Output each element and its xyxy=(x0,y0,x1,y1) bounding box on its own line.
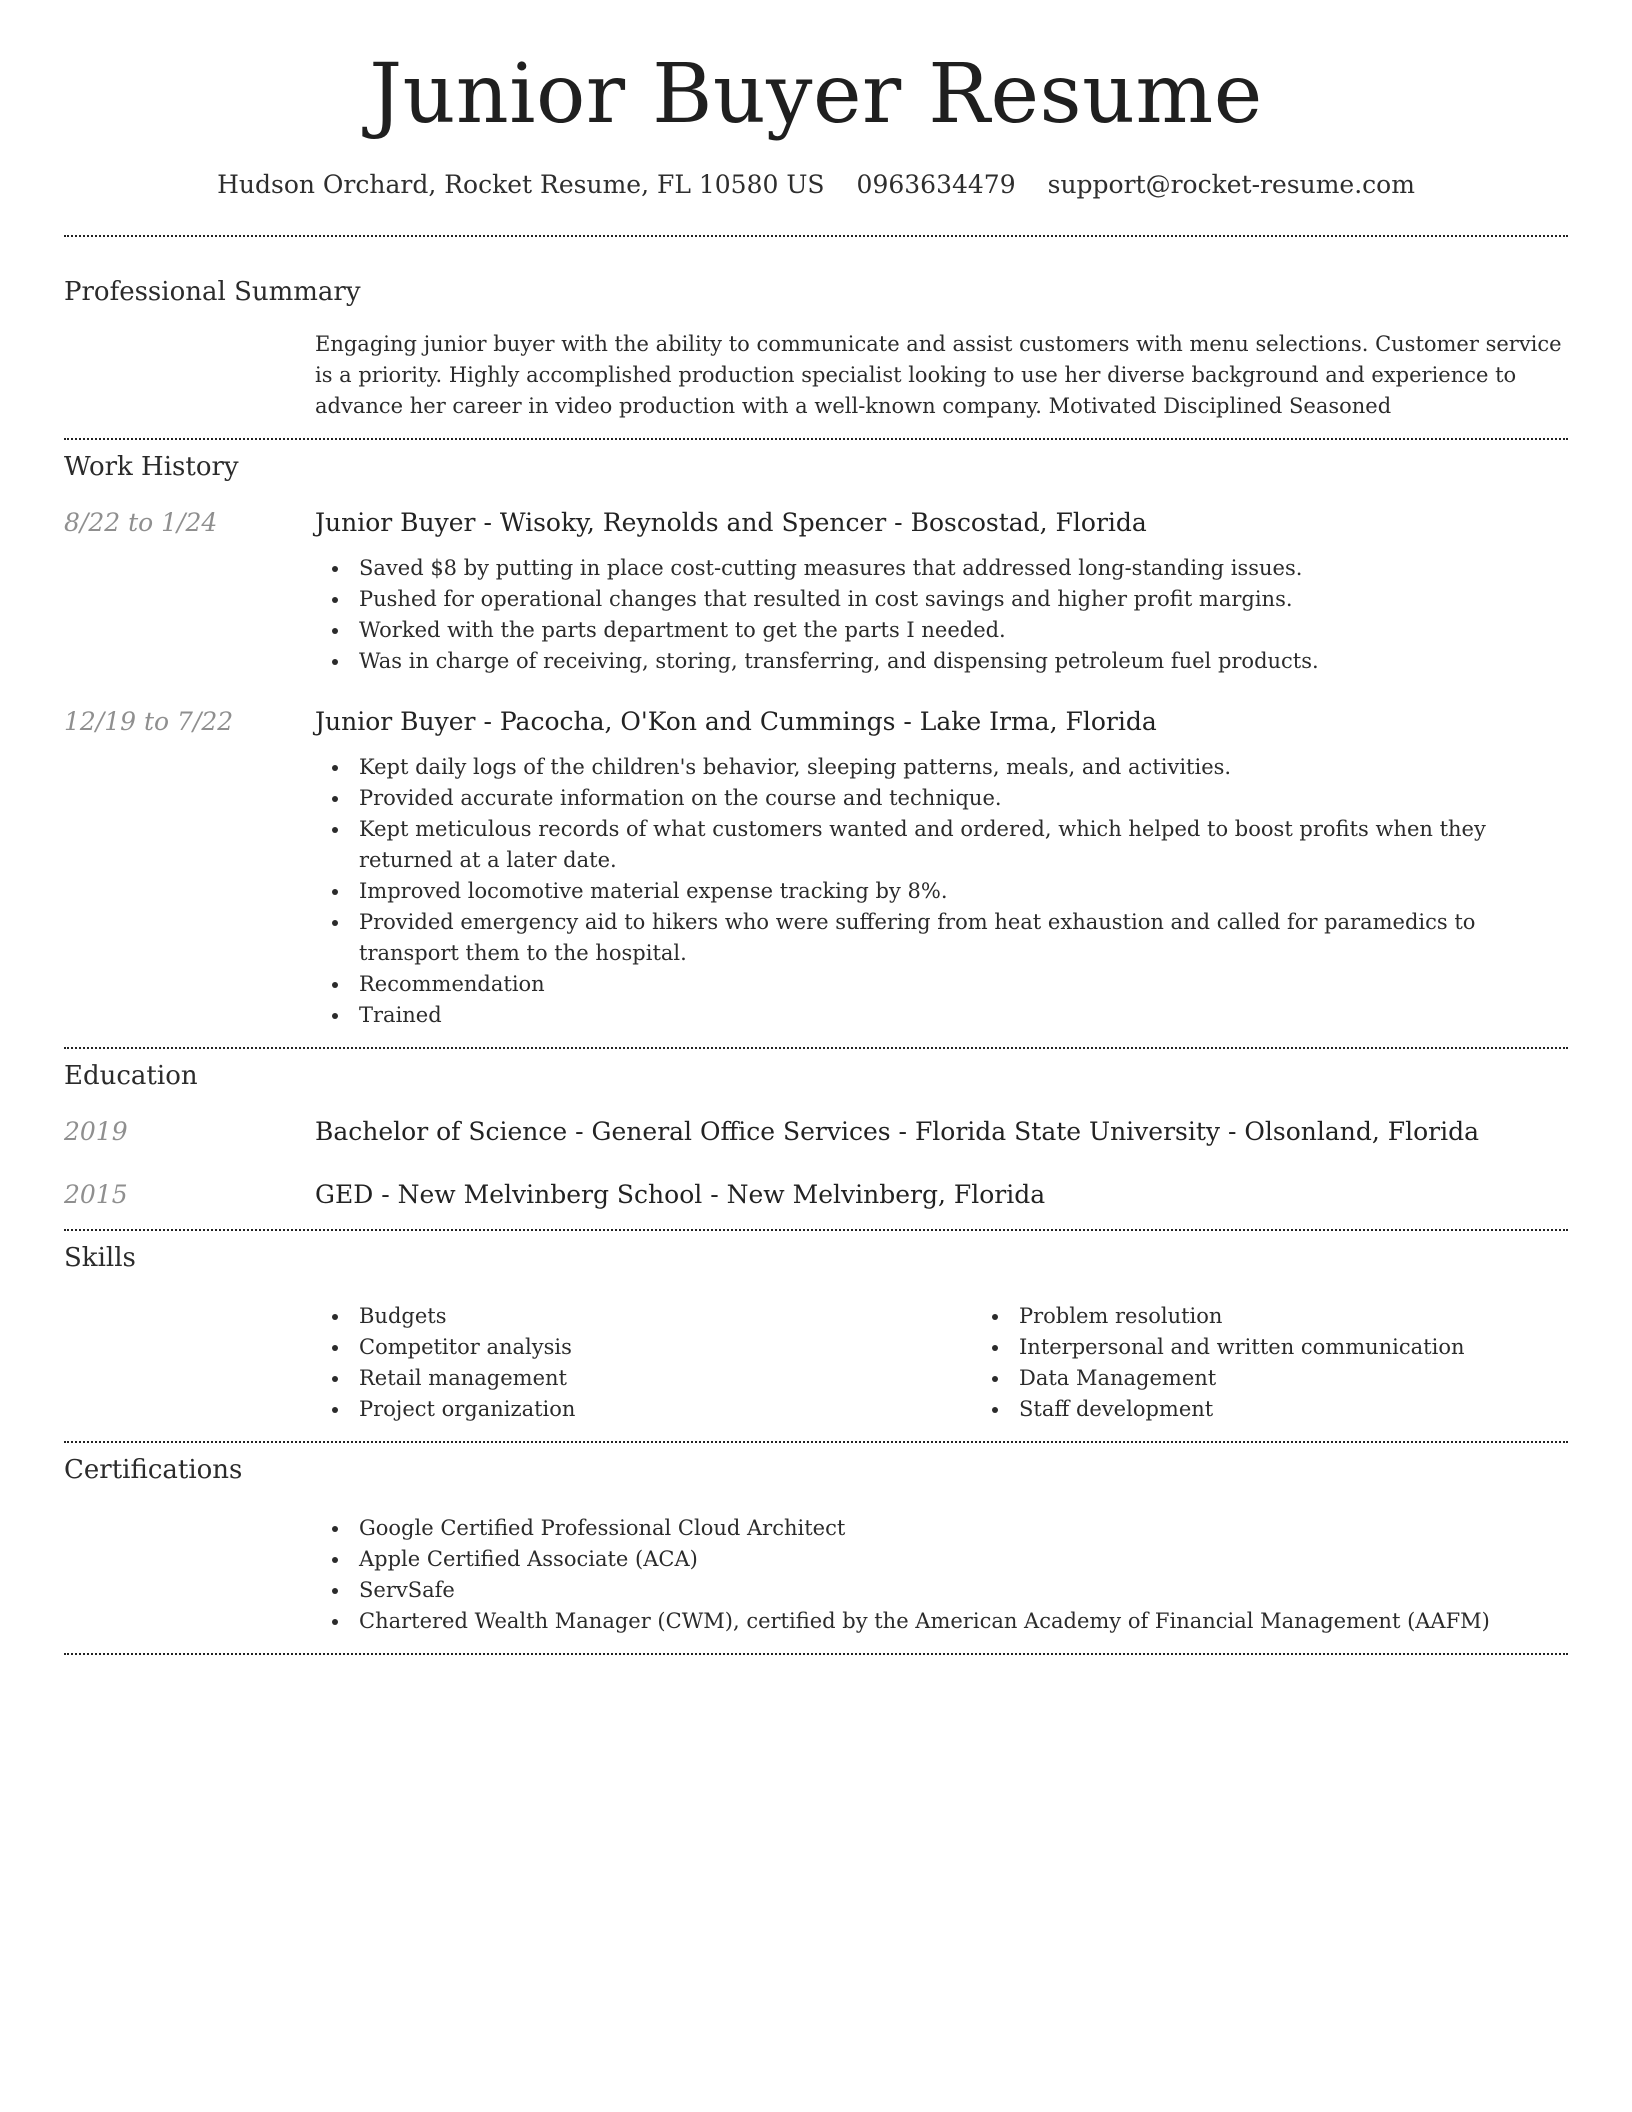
education-section xyxy=(64,1061,1568,1209)
list-item: Was in charge of receiving, storing, transferring, and dispensing petroleum fuel products. xyxy=(359,646,1568,677)
list-item: Staff development xyxy=(1019,1394,1632,1425)
degree-name: GED xyxy=(315,1180,374,1210)
section-divider xyxy=(64,1441,1568,1443)
list-item: Apple Certified Associate (ACA) xyxy=(359,1544,1568,1575)
phone-text: 0963634479 xyxy=(856,170,1016,200)
summary-heading: Professional Summary xyxy=(64,277,361,308)
list-item: Data Management xyxy=(1019,1363,1632,1394)
list-item: Provided accurate information on the course and technique. xyxy=(359,783,1568,814)
job-bullets xyxy=(315,752,1568,1031)
address-text: Hudson Orchard, Rocket Resume, FL 10580 US xyxy=(217,170,825,200)
job-dates: 12/19 to 7/22 xyxy=(64,707,234,737)
list-item: Pushed for operational changes that resulted in cost savings and higher profit margins. xyxy=(359,584,1568,615)
section-divider xyxy=(64,1047,1568,1049)
job-dates: 8/22 to 1/24 xyxy=(64,508,218,538)
work-history-heading: Work History xyxy=(64,452,239,483)
job-entry xyxy=(64,707,1568,1031)
skills-section xyxy=(64,1243,1568,1425)
list-item: Project organization xyxy=(359,1394,975,1425)
skills-grid xyxy=(315,1301,1632,1425)
certifications-section xyxy=(64,1455,1568,1637)
list-item: Retail management xyxy=(359,1363,975,1394)
list-item: Improved locomotive material expense tracking by 8%. xyxy=(359,876,1568,907)
school-info: - Florida State University - Olsonland, Florida xyxy=(890,1117,1480,1147)
job-bullets xyxy=(315,553,1568,677)
resume-title: Junior Buyer Resume xyxy=(369,47,1263,142)
skills-list-right xyxy=(975,1301,1632,1425)
certifications-heading: Certifications xyxy=(64,1455,243,1486)
list-item: Kept daily logs of the children's behavior, sleeping patterns, meals, and activities. xyxy=(359,752,1568,783)
list-item: Trained xyxy=(359,1000,1568,1031)
list-item: Worked with the parts department to get the parts I needed. xyxy=(359,615,1568,646)
list-item: Google Certified Professional Cloud Architect xyxy=(359,1513,1568,1544)
education-year: 2015 xyxy=(64,1180,128,1210)
education-entry xyxy=(64,1180,1568,1209)
education-entry xyxy=(64,1117,1568,1146)
job-title: Junior Buyer - Pacocha, O'Kon and Cummings - Lake Irma, Florida xyxy=(315,707,1157,737)
work-history-section xyxy=(64,452,1568,1031)
school-info: - New Melvinberg School - New Melvinberg, Florida xyxy=(373,1180,1046,1210)
summary-text: Engaging junior buyer with the ability to communicate and assist customers with menu selections. Customer service is a priority. Highly accomplished production specialist looking to use her diverse background and experience to advance her career in video production with a well-known company. Motivated Disciplined Seasoned xyxy=(315,332,1562,419)
list-item: Interpersonal and written communication xyxy=(1019,1332,1632,1363)
section-divider xyxy=(64,1653,1568,1655)
section-divider xyxy=(64,1229,1568,1231)
list-item: Budgets xyxy=(359,1301,975,1332)
list-item: Chartered Wealth Manager (CWM), certified by the American Academy of Financial Management (AAFM) xyxy=(359,1606,1568,1637)
degree-name: Bachelor of Science - General Office Services xyxy=(315,1117,891,1147)
list-item: Recommendation xyxy=(359,969,1568,1000)
list-item: Competitor analysis xyxy=(359,1332,975,1363)
summary-section xyxy=(64,277,1568,422)
list-item: Kept meticulous records of what customers wanted and ordered, which helped to boost profits when they returned at a later date. xyxy=(359,814,1568,876)
list-item: ServSafe xyxy=(359,1575,1568,1606)
section-divider xyxy=(64,438,1568,440)
education-year: 2019 xyxy=(64,1117,128,1147)
job-entry xyxy=(64,508,1568,677)
contact-line xyxy=(64,170,1568,199)
list-item: Problem resolution xyxy=(1019,1301,1632,1332)
job-title: Junior Buyer - Wisoky, Reynolds and Spencer - Boscostad, Florida xyxy=(315,508,1147,538)
section-divider xyxy=(64,235,1568,237)
education-heading: Education xyxy=(64,1061,198,1092)
list-item: Provided emergency aid to hikers who were suffering from heat exhaustion and called for paramedics to transport them to the hospital. xyxy=(359,907,1568,969)
list-item: Saved $8 by putting in place cost-cutting measures that addressed long-standing issues. xyxy=(359,553,1568,584)
certifications-list xyxy=(315,1513,1568,1637)
email-text: support@rocket-resume.com xyxy=(1047,170,1415,200)
skills-heading: Skills xyxy=(64,1243,136,1274)
skills-list-left xyxy=(315,1301,975,1425)
